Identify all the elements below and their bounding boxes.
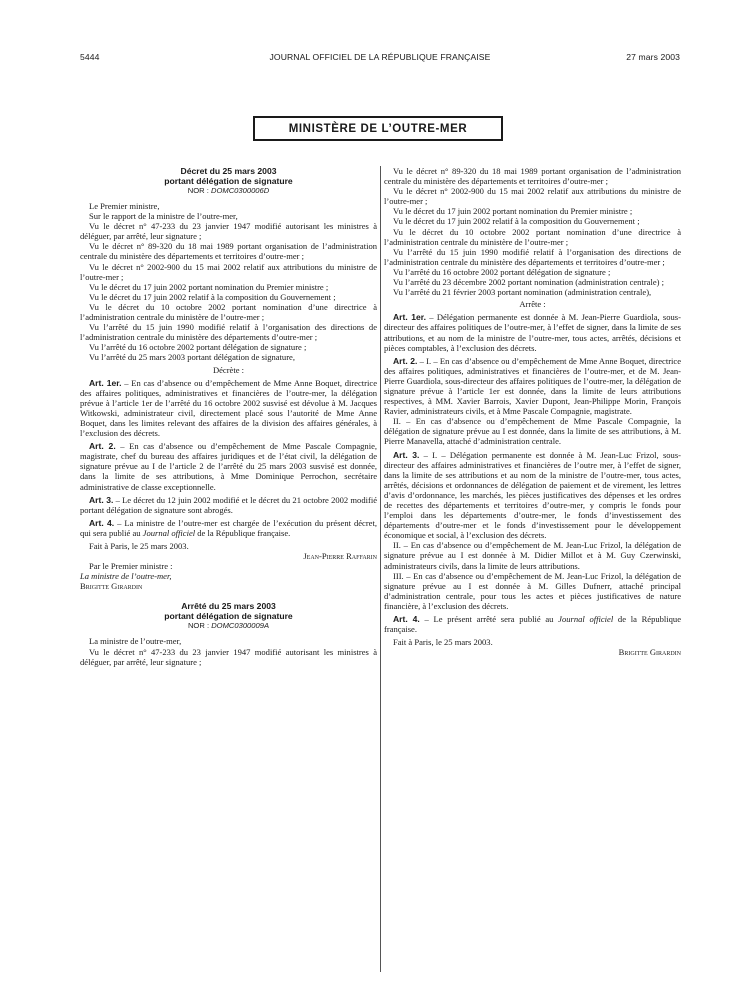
arrete-title-line2: portant délégation de signature (164, 611, 293, 622)
decree-title-line2: portant délégation de signature (164, 176, 293, 186)
arrete-intro: Vu le décret du 17 juin 2002 portant nomination du Premier ministre ; (393, 206, 633, 217)
arrete-intro: La ministre de l’outre-mer, (89, 636, 182, 647)
decree-par: Par le Premier ministre : (89, 561, 173, 572)
decree-intro: Le Premier ministre, (89, 201, 160, 211)
decree-intro: Vu le décret n° 2002-900 du 15 mai 2002 relatif aux attributions du ministre de l’outre-mer ; (80, 261, 377, 282)
arrete-article-1 (384, 312, 681, 352)
issue-date: 27 mars 2003 (626, 52, 680, 62)
page-header (80, 52, 680, 66)
decree-article-2 (80, 441, 377, 491)
journal-name: Journal officiel (558, 614, 614, 625)
decree-article-1 (80, 378, 377, 439)
decree-fait: Fait à Paris, le 25 mars 2003. (89, 541, 189, 551)
page-number: 5444 (80, 52, 100, 62)
article-label: Art. 3. (89, 494, 114, 505)
article-label: Art. 1er. (393, 312, 426, 323)
decree-intro: Vu le décret du 10 octobre 2002 portant nomination d’une directrice à l’administration centrale du ministère de l’outre-mer ; (80, 301, 377, 323)
ministry-title: MINISTÈRE DE L’OUTRE-MER (288, 122, 468, 135)
decree-article-3 (80, 495, 377, 515)
arrete-intro: Vu le décret n° 2002-900 du 15 mai 2002 relatif aux attributions du ministre de l’outre-mer ; (384, 186, 681, 207)
arrete-intro: Vu l’arrêté du 16 octobre 2002 portant délégation de signature ; (393, 266, 611, 277)
decree-intro: Sur le rapport de la ministre de l’outre-mer, (89, 211, 238, 222)
article-text-end: de la République française. (384, 614, 681, 635)
decree-intro: Vu le décret du 17 juin 2002 portant nomination du Premier ministre ; (89, 281, 329, 292)
article-text: – Délégation permanente est donnée à M. Jean-Pierre Guardiola, sous-directeur des affaires politiques de l’outre-mer, à l’effet de signer, dans la limite de ses attributions, et au nom de la ministre de l’outre-mer, tous actes, arrêtés, décisions et pièces comptables, à l’exclusion des décrets. (384, 312, 681, 353)
decree-article-4 (80, 518, 377, 538)
arrete-intro: Vu le décret du 10 octobre 2002 portant nomination d’une directrice à l’administration centrale du ministère de l’outre-mer ; (384, 226, 681, 247)
article-label: Art. 2. (89, 441, 116, 452)
article-text: – La ministre de l’outre-mer est chargée de l’exécution du présent décret, qui sera publié au (80, 517, 377, 538)
arrete-fait: Fait à Paris, le 25 mars 2003. (393, 637, 493, 648)
arrete-intro: Vu le décret n° 89-320 du 18 mai 1989 portant organisation de l’administration centrale du ministère des départements et territoires d’outre-mer ; (384, 166, 681, 187)
article-label: Art. 1er. (89, 377, 122, 388)
article-label: Art. 4. (393, 614, 420, 625)
decree-intro: Vu l’arrêté du 15 juin 1990 modifié relatif à l’organisation des directions de l’administration centrale du ministère des départements d’outre-mer ; (80, 322, 377, 343)
arrete-article-2-para: II. – En cas d’absence ou d’empêchement de Mme Pascale Compagnie, la délégation de signature prévue au I est donnée, dans la limite de ses attributions, à M. Pierre Manavella, attaché d’administration centrale. (384, 416, 681, 447)
decree-signature: Jean-Pierre Raffarin (303, 551, 377, 562)
minister-title: La ministre de l’outre-mer, (80, 571, 172, 582)
decree-intro: Vu le décret n° 89-320 du 18 mai 1989 portant organisation de l’administration centrale du ministère des départements et territoires d’outre-mer ; (80, 241, 377, 262)
arrete-intro: Vu l’arrêté du 21 février 2003 portant nomination (administration centrale), (393, 287, 652, 298)
left-column (80, 166, 377, 667)
decrete-word: Décrète : (212, 364, 245, 375)
nor-label: NOR : (187, 621, 210, 631)
nor-code: DOMC0300009A (211, 621, 270, 631)
right-column (384, 166, 681, 657)
article-label: Art. 2. (393, 355, 418, 366)
arrete-intro: Vu le décret du 17 juin 2002 relatif à la composition du Gouvernement ; (393, 216, 640, 227)
arrete-signature: Brigitte Girardin (618, 647, 681, 658)
arrete-intro: Vu le décret n° 47-233 du 23 janvier 1947 modifié autorisant les ministres à déléguer, par arrêté, leur signature ; (80, 646, 377, 667)
nor-code: DOMC0300006D (210, 186, 270, 195)
article-text: – I. – En cas d’absence ou d’empêchement de Mme Anne Boquet, directrice des affaires politiques, administratives et financières de l’outre-mer, et de M. Jean-Pierre Guardiola, sous-directeur des affaires politiques de l’outre-mer, la délégation de signature prévue à l’article 1er est donnée, dans la limite de leurs attributions respectives, à MM. Xavier Barrois, Xavier Dupont, Jean-Philippe Morin, François Ravier, administrateurs civils, et à Mme Pascale Compagnie, magistrate. (384, 355, 681, 417)
decree-intro: Vu l’arrêté du 25 mars 2003 portant délégation de signature, (89, 352, 295, 363)
arrete-nor (80, 621, 377, 631)
arrete-intro: Vu l’arrêté du 23 décembre 2002 portant nomination (administration centrale) ; (393, 277, 664, 288)
decree-title-line1: Décret du 25 mars 2003 (180, 166, 277, 176)
arrete-article-3-para: III. – En cas d’absence ou d’empêchement de M. Jean-Luc Frizol, la délégation de signature prévue au I est donnée à M. Gilles Dufnerr, attaché principal d’administration centrale, pour tous les actes et pièces justificatives de nature financière, à l’exclusion des décrets. (384, 570, 681, 611)
article-text: – Le décret du 12 juin 2002 modifié et le décret du 21 octobre 2002 modifié portant délégation de signature sont abrogés. (80, 494, 377, 515)
minister-name: Brigitte Girardin (80, 581, 143, 592)
arrete-article-3-para: II. – En cas d’absence ou d’empêchement de M. Jean-Luc Frizol, la délégation de signature prévue au I est donnée à M. Didier Millot et à M. Guy Czerwinski, administrateurs civils, dans la limite de leurs attributions. (384, 540, 681, 571)
ministry-heading (253, 116, 503, 141)
article-label: Art. 3. (393, 449, 420, 460)
article-text: – En cas d’absence ou d’empêchement de Mme Pascale Compagnie, magistrate, chef du bureau des affaires juridiques et de l’état civil, la délégation de signature prévue au I de l’article 2 de l’arrêté du 25 mars 2003 susvisé est donnée, dans la limite de ses attributions, à Mme Dominique Perrochon, secrétaire administrative de classe exceptionnelle. (80, 441, 377, 492)
article-label: Art. 4. (89, 517, 115, 528)
article-text: – En cas d’absence ou d’empêchement de Mme Anne Boquet, directrice des affaires politiques, administratives et financières de l’outre-mer, la délégation prévue à l’article 1er de l’arrêté du 16 octobre 2002 susvisé est dévolue à M. Jacques Witkowski, administrateur civil, directement placé sous l’autorité de Mme Anne Boquet, dans les limites relevant des affaires de la division des affaires générales, à l’exclusion des décrets. (80, 377, 377, 439)
arrete-article-3 (384, 450, 681, 541)
journal-title: JOURNAL OFFICIEL DE LA RÉPUBLIQUE FRANÇAISE (269, 52, 491, 62)
journal-name: Journal officiel (142, 527, 196, 538)
section-spacer (80, 591, 377, 601)
decree-nor (80, 186, 377, 196)
arrete-article-2 (384, 356, 681, 417)
article-text: – Le présent arrêté sera publié au (419, 614, 559, 625)
column-divider (380, 166, 381, 972)
nor-label: NOR : (187, 186, 209, 195)
arrete-title-line1: Arrêté du 25 mars 2003 (181, 601, 276, 612)
arrete-word: Arrête : (519, 299, 546, 310)
decree-intro: Vu le décret n° 47-233 du 23 janvier 1947 modifié autorisant les ministres à déléguer, par arrêté, leur signature ; (80, 221, 377, 242)
arrete-article-4 (384, 614, 681, 634)
article-text: – I. – Délégation permanente est donnée à M. Jean-Luc Frizol, sous-directeur des affaires administratives et financières de l’outre mer, à l’effet de signer, dans la limite de ses attributions et au nom de la ministre de l’outre-mer, tous actes, arrêtés, décisions et ordonnances de délégation de paiement et de virement, les lettres d’avis d’ordonnance, les marchés, les pièces justificatives des dépenses et les ordres de recettes des départements et territoires d’outre-mer, y compris le fonds pour l’emploi dans les départements d’outre-mer, le fonds d’investissement des départements d’outre-mer et le fonds d’investissement pour le développement économique et social, à l’exclusion des décrets. (384, 449, 681, 541)
article-text-end: de la République française. (195, 527, 291, 538)
arrete-intro: Vu l’arrêté du 15 juin 1990 modifié relatif à l’organisation des directions de l’administration centrale du ministère des départements et territoires d’outre-mer ; (384, 246, 681, 267)
decree-intro: Vu le décret du 17 juin 2002 relatif à la composition du Gouvernement ; (89, 291, 336, 302)
decree-intro: Vu l’arrêté du 16 octobre 2002 portant délégation de signature ; (89, 342, 307, 353)
